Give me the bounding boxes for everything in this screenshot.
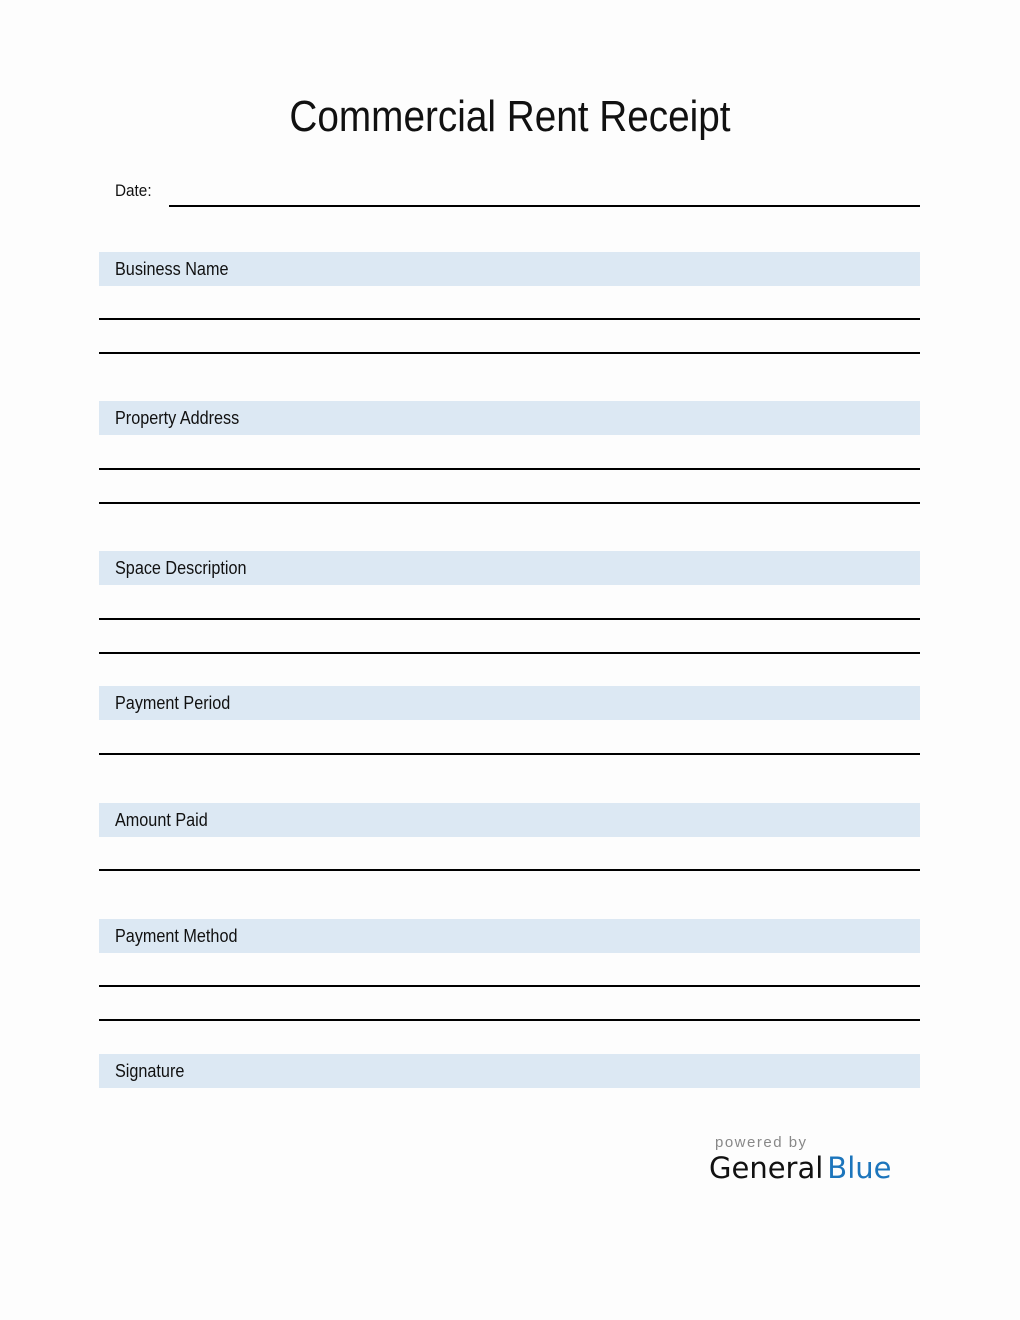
section-label: Payment Method [115, 926, 238, 946]
section-label: Space Description [115, 558, 247, 578]
brand-general-text: General [709, 1151, 824, 1185]
section-header-amount-paid [99, 803, 920, 837]
space-description-entry-line-1[interactable] [99, 618, 920, 620]
section-label: Signature [115, 1061, 185, 1081]
date-label: Date: [115, 181, 152, 200]
property-address-entry-line-1[interactable] [99, 468, 920, 470]
section-header-payment-period [99, 686, 920, 720]
section-label: Business Name [115, 259, 229, 279]
property-address-entry-line-2[interactable] [99, 502, 920, 504]
section-header-payment-method [99, 919, 920, 953]
section-header-signature [99, 1054, 920, 1088]
payment-method-entry-line-1[interactable] [99, 985, 920, 987]
date-field-line[interactable] [169, 205, 920, 207]
brand-logo [709, 1151, 891, 1185]
business-name-entry-line-1[interactable] [99, 318, 920, 320]
section-label: Payment Period [115, 693, 231, 713]
section-label: Property Address [115, 408, 240, 428]
section-header-property-address [99, 401, 920, 435]
powered-by-text: powered by [715, 1134, 808, 1151]
section-header-business-name [99, 252, 920, 286]
business-name-entry-line-2[interactable] [99, 352, 920, 354]
space-description-entry-line-2[interactable] [99, 652, 920, 654]
brand-blue-text: Blue [827, 1151, 892, 1185]
page-title: Commercial Rent Receipt [289, 92, 731, 141]
section-header-space-description [99, 551, 920, 585]
section-label: Amount Paid [115, 810, 208, 830]
amount-paid-entry-line-1[interactable] [99, 869, 920, 871]
payment-method-entry-line-2[interactable] [99, 1019, 920, 1021]
payment-period-entry-line-1[interactable] [99, 753, 920, 755]
